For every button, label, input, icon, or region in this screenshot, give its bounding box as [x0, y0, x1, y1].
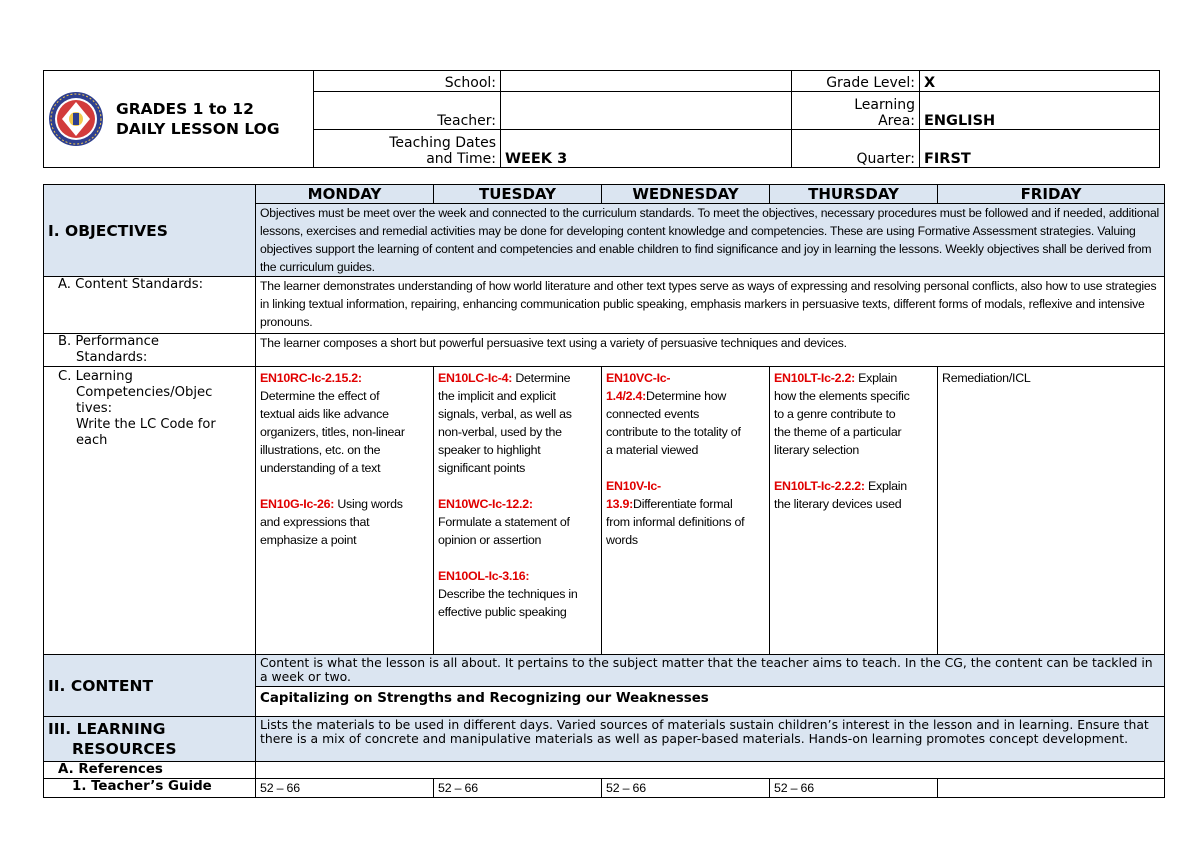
- references-label: A. References: [58, 762, 163, 777]
- teachers-guide-pages: 52 – 66: [606, 781, 646, 795]
- performance-standards-label-line2: Standards:: [76, 350, 148, 365]
- learning-competencies-label-line1: C. Learning: [58, 369, 133, 384]
- lc-text: Explain: [864, 479, 907, 493]
- lc-text: connected events: [606, 407, 700, 421]
- teachers-guide-pages: 52 – 66: [260, 781, 300, 795]
- lc-text: words: [606, 533, 638, 547]
- teachers-guide-tuesday-cell[interactable]: [434, 779, 602, 798]
- lc-code: EN10OL-Ic-3.16:: [438, 569, 530, 583]
- quarter-field[interactable]: FIRST: [920, 130, 1160, 168]
- lc-text: how the elements specific: [774, 389, 910, 403]
- learning-competencies-note-line2: each: [76, 433, 108, 448]
- day-header-wednesday: WEDNESDAY: [602, 185, 770, 204]
- lc-text: organizers, titles, non-linear: [260, 425, 405, 439]
- header-title-cell: [44, 71, 314, 168]
- objectives-description-cell: [256, 204, 1165, 277]
- learning-competencies-label-line2: Competencies/Objec: [76, 385, 213, 400]
- learning-area-label-line2: Area:: [878, 113, 915, 129]
- learning-area-label: [792, 92, 920, 130]
- content-standards-cell: [256, 277, 1165, 334]
- lc-code: EN10VC-Ic-: [606, 371, 671, 385]
- competencies-tuesday-cell: [434, 367, 602, 655]
- performance-standards-text: The learner composes a short but powerful persuasive text using a variety of persuasive techniques and devices.: [260, 336, 847, 350]
- teaching-dates-label-line2: and Time:: [426, 151, 496, 167]
- day-header-friday: FRIDAY: [938, 185, 1165, 204]
- teachers-guide-pages: 52 – 66: [438, 781, 478, 795]
- competencies-wednesday-cell: [602, 367, 770, 655]
- teaching-dates-field[interactable]: WEEK 3: [501, 130, 792, 168]
- lc-text: a material viewed: [606, 443, 699, 457]
- learning-area-field[interactable]: ENGLISH: [920, 92, 1160, 130]
- grade-level-field[interactable]: X: [920, 71, 1160, 92]
- learning-resources-label-line2: RESOURCES: [72, 740, 177, 758]
- learning-competencies-label-cell: [44, 367, 256, 655]
- lc-text: Explain: [854, 371, 898, 385]
- lc-code: EN10LT-Ic-2.2:: [774, 371, 855, 385]
- lc-text: Formulate a statement of: [438, 515, 570, 529]
- content-standards-label-cell: [44, 277, 256, 334]
- content-section-label: [44, 655, 256, 717]
- content-topic: Capitalizing on Strengths and Recognizing our Weaknesses: [260, 691, 709, 706]
- competencies-monday-cell: [256, 367, 434, 655]
- teaching-dates-label: [314, 130, 501, 168]
- lesson-log-table: [43, 184, 1165, 798]
- lc-code: EN10G-Ic-26:: [260, 497, 335, 511]
- teacher-label: Teacher:: [314, 92, 501, 130]
- lc-text: Describe the techniques in: [438, 587, 578, 601]
- lc-code: EN10LC-Ic-4:: [438, 371, 513, 385]
- teachers-guide-label: 1. Teacher’s Guide: [72, 779, 212, 794]
- content-description-cell: [256, 655, 1165, 687]
- learning-resources-section-label: [44, 717, 256, 762]
- learning-area-label-line1: Learning: [854, 97, 915, 113]
- lc-text: Determine how: [646, 389, 727, 403]
- performance-standards-label-line1: B. Performance: [58, 334, 159, 349]
- lc-text: non-verbal, used by the: [438, 425, 562, 439]
- content-description: Content is what the lesson is all about. It pertains to the subject matter that the teacher aims to teach. In the CG, the content can be tackled in a week or two.: [260, 655, 1153, 684]
- lc-text: Determine the effect of: [260, 389, 380, 403]
- lc-text: illustrations, etc. on the: [260, 443, 381, 457]
- lc-text: signals, verbal, as well as: [438, 407, 572, 421]
- competencies-thursday-cell: [770, 367, 938, 655]
- teachers-guide-thursday-cell[interactable]: [770, 779, 938, 798]
- performance-standards-cell: [256, 334, 1165, 367]
- performance-standards-label-cell: [44, 334, 256, 367]
- quarter-label: Quarter:: [792, 130, 920, 168]
- teacher-field[interactable]: [501, 92, 792, 130]
- lc-code: 13.9:: [606, 497, 633, 511]
- lc-text: opinion or assertion: [438, 533, 542, 547]
- header-table: [43, 70, 1160, 168]
- title-line-2: DAILY LESSON LOG: [116, 120, 280, 138]
- teaching-dates-label-line1: Teaching Dates: [389, 135, 496, 151]
- learning-competencies-label-line3: tives:: [76, 401, 113, 416]
- lc-text: Differentiate formal: [633, 497, 733, 511]
- lc-text: Determine: [512, 371, 571, 385]
- day-header-tuesday: TUESDAY: [434, 185, 602, 204]
- references-cell: [256, 762, 1165, 779]
- learning-competencies-note-line1: Write the LC Code for: [76, 417, 216, 432]
- school-field[interactable]: [501, 71, 792, 92]
- lc-text: significant points: [438, 461, 526, 475]
- content-standards-text: The learner demonstrates understanding of how world literature and other text types serve as ways of expressing and resolving personal conflicts, also how to use strategies in linking textual information, repairing, enhancing communication public speaking, emphasis markers in persuasive texts, different forms of modals, reflexive and intensive pronouns.: [260, 279, 1157, 329]
- grade-level-label: Grade Level:: [792, 71, 920, 92]
- teachers-guide-monday-cell[interactable]: [256, 779, 434, 798]
- learning-resources-description: Lists the materials to be used in different days. Varied sources of materials sustain children’s interest in the lesson and in learning. Ensure that there is a mix of concrete and manipulative materials as well as paper-based materials. Hands-on learning promotes concept development.: [260, 717, 1149, 746]
- lc-text: literary selection: [774, 443, 860, 457]
- objectives-section-label: [44, 185, 256, 277]
- objectives-description: Objectives must be meet over the week and connected to the curriculum standards. To meet the objectives, necessary procedures must be followed and if needed, additional lessons, exercises and remedial activities may be done for developing content knowledge and competencies. These are using Formative Assessment strategies. Valuing objectives support the learning of content and competencies and enable children to find significance and joy in learning the lessons. Weekly objectives shall be derived from the curriculum guides.: [260, 206, 1160, 274]
- lc-text: effective public speaking: [438, 605, 567, 619]
- teachers-guide-friday-cell[interactable]: [938, 779, 1165, 798]
- lc-text: the literary devices used: [774, 497, 902, 511]
- day-header-monday: MONDAY: [256, 185, 434, 204]
- content-standards-label: A. Content Standards:: [58, 277, 204, 292]
- learning-resources-description-cell: [256, 717, 1165, 762]
- lc-text: emphasize a point: [260, 533, 357, 547]
- teachers-guide-wednesday-cell[interactable]: [602, 779, 770, 798]
- lc-text: contribute to the totality of: [606, 425, 741, 439]
- school-label: School:: [314, 71, 501, 92]
- teachers-guide-pages: 52 – 66: [774, 781, 814, 795]
- lc-text: textual aids like advance: [260, 407, 389, 421]
- competencies-friday-cell: [938, 367, 1165, 655]
- lc-text: to a genre contribute to: [774, 407, 896, 421]
- lc-text: speaker to highlight: [438, 443, 541, 457]
- deped-seal-icon: [48, 91, 104, 147]
- lc-text: and expressions that: [260, 515, 370, 529]
- lc-text: the implicit and explicit: [438, 389, 556, 403]
- day-header-thursday: THURSDAY: [770, 185, 938, 204]
- teachers-guide-label-cell: [44, 779, 256, 798]
- title-line-1: GRADES 1 to 12: [116, 100, 254, 118]
- lc-code: EN10WC-Ic-12.2:: [438, 497, 533, 511]
- lc-code: EN10LT-Ic-2.2.2:: [774, 479, 865, 493]
- content-topic-cell: [256, 687, 1165, 717]
- lc-text: from informal definitions of: [606, 515, 745, 529]
- lc-code: EN10RC-Ic-2.15.2:: [260, 371, 362, 385]
- lc-text: Remediation/ICL: [942, 371, 1031, 385]
- learning-resources-label-line1: III. LEARNING: [48, 720, 166, 738]
- lc-code: 1.4/2.4:: [606, 389, 647, 403]
- document-title: [116, 99, 280, 139]
- content-label-text: II. CONTENT: [48, 676, 154, 695]
- objectives-label-text: I. OBJECTIVES: [48, 221, 168, 240]
- lc-code: EN10V-Ic-: [606, 479, 661, 493]
- references-label-cell: [44, 762, 256, 779]
- lc-text: the theme of a particular: [774, 425, 902, 439]
- lc-text: Using words: [334, 497, 403, 511]
- lc-text: understanding of a text: [260, 461, 381, 475]
